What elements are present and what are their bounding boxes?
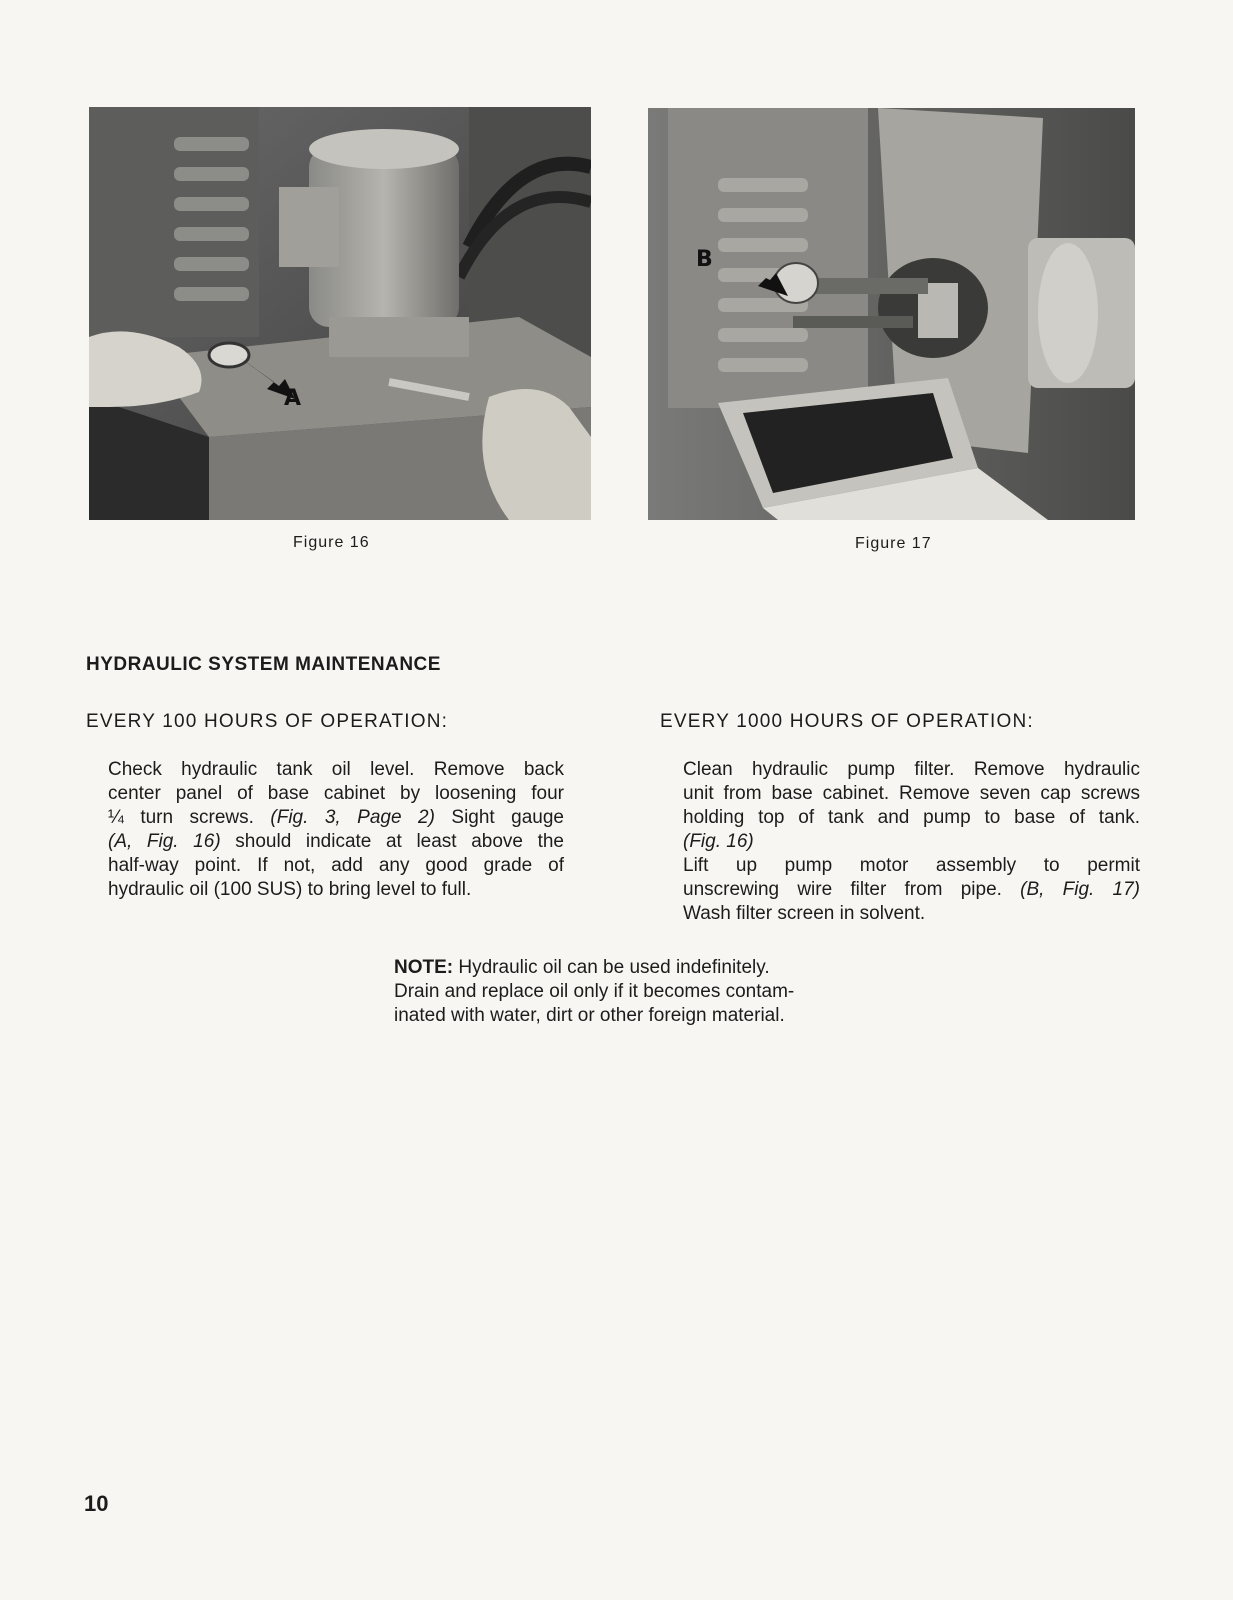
paragraph-text: half-way point. If not, add any good grade of bbox=[108, 855, 564, 876]
figure-reference: (B, Fig. 17) bbox=[1020, 879, 1140, 900]
figure-16-caption: Figure 16 bbox=[293, 534, 370, 551]
figure-reference: (Fig. 3, Page 2) bbox=[270, 807, 435, 828]
note-label: NOTE: bbox=[394, 957, 454, 978]
left-column-heading: EVERY 100 HOURS OF OPERATION: bbox=[86, 711, 449, 732]
paragraph-text: Check hydraulic tank oil level. Remove back bbox=[108, 759, 564, 780]
paragraph-text: holding top of tank and pump to base of tank. bbox=[683, 807, 1140, 828]
left-paragraph-line bbox=[108, 854, 564, 878]
callout-a-label: A bbox=[284, 386, 302, 411]
callout-b-label: B bbox=[696, 247, 713, 272]
paragraph-text: hydraulic oil (100 SUS) to bring level to full. bbox=[108, 879, 472, 900]
right-column-heading: EVERY 1000 HOURS OF OPERATION: bbox=[660, 711, 1034, 732]
paragraph-text: Sight gauge bbox=[434, 807, 564, 828]
paragraph-text: center panel of base cabinet by loosening four bbox=[108, 783, 564, 804]
right-column-paragraph bbox=[683, 758, 1140, 926]
right-paragraph-line bbox=[683, 902, 1140, 926]
left-paragraph-line bbox=[108, 830, 564, 854]
left-paragraph-line bbox=[108, 878, 564, 902]
left-paragraph-line bbox=[108, 782, 564, 806]
right-paragraph-line bbox=[683, 758, 1140, 782]
left-paragraph-line bbox=[108, 758, 564, 782]
figure-17-illustration bbox=[648, 108, 1135, 520]
note-line-1: Hydraulic oil can be used indefinitely. bbox=[453, 957, 770, 978]
page-number: 10 bbox=[84, 1491, 109, 1516]
paragraph-text: Clean hydraulic pump filter. Remove hydraulic bbox=[683, 759, 1140, 780]
left-column-paragraph bbox=[108, 758, 564, 902]
paragraph-text: should indicate at least above the bbox=[220, 831, 564, 852]
paragraph-text: unscrewing wire filter from pipe. bbox=[683, 879, 1021, 900]
section-title: HYDRAULIC SYSTEM MAINTENANCE bbox=[86, 654, 441, 675]
left-paragraph-line bbox=[108, 806, 564, 830]
figure-reference: (Fig. 16) bbox=[683, 831, 754, 852]
right-paragraph-line bbox=[683, 830, 1140, 854]
note-line-3: inated with water, dirt or other foreign material. bbox=[394, 1005, 785, 1026]
right-paragraph-line bbox=[683, 878, 1140, 902]
note-block bbox=[394, 956, 854, 1028]
paragraph-text: ¼ turn screws. bbox=[108, 807, 271, 828]
figure-17-caption: Figure 17 bbox=[855, 535, 932, 552]
note-line-2: Drain and replace oil only if it becomes contam- bbox=[394, 981, 795, 1002]
figure-16-photo bbox=[89, 107, 591, 520]
figure-reference: (A, Fig. 16) bbox=[108, 831, 221, 852]
figure-17-photo bbox=[648, 108, 1135, 520]
right-paragraph-line bbox=[683, 854, 1140, 878]
paragraph-text: Lift up pump motor assembly to permit bbox=[683, 855, 1140, 876]
paragraph-text: unit from base cabinet. Remove seven cap screws bbox=[683, 783, 1140, 804]
right-paragraph-line bbox=[683, 782, 1140, 806]
paragraph-text: Wash filter screen in solvent. bbox=[683, 903, 926, 924]
figure-16-illustration bbox=[89, 107, 591, 520]
right-paragraph-line bbox=[683, 806, 1140, 830]
